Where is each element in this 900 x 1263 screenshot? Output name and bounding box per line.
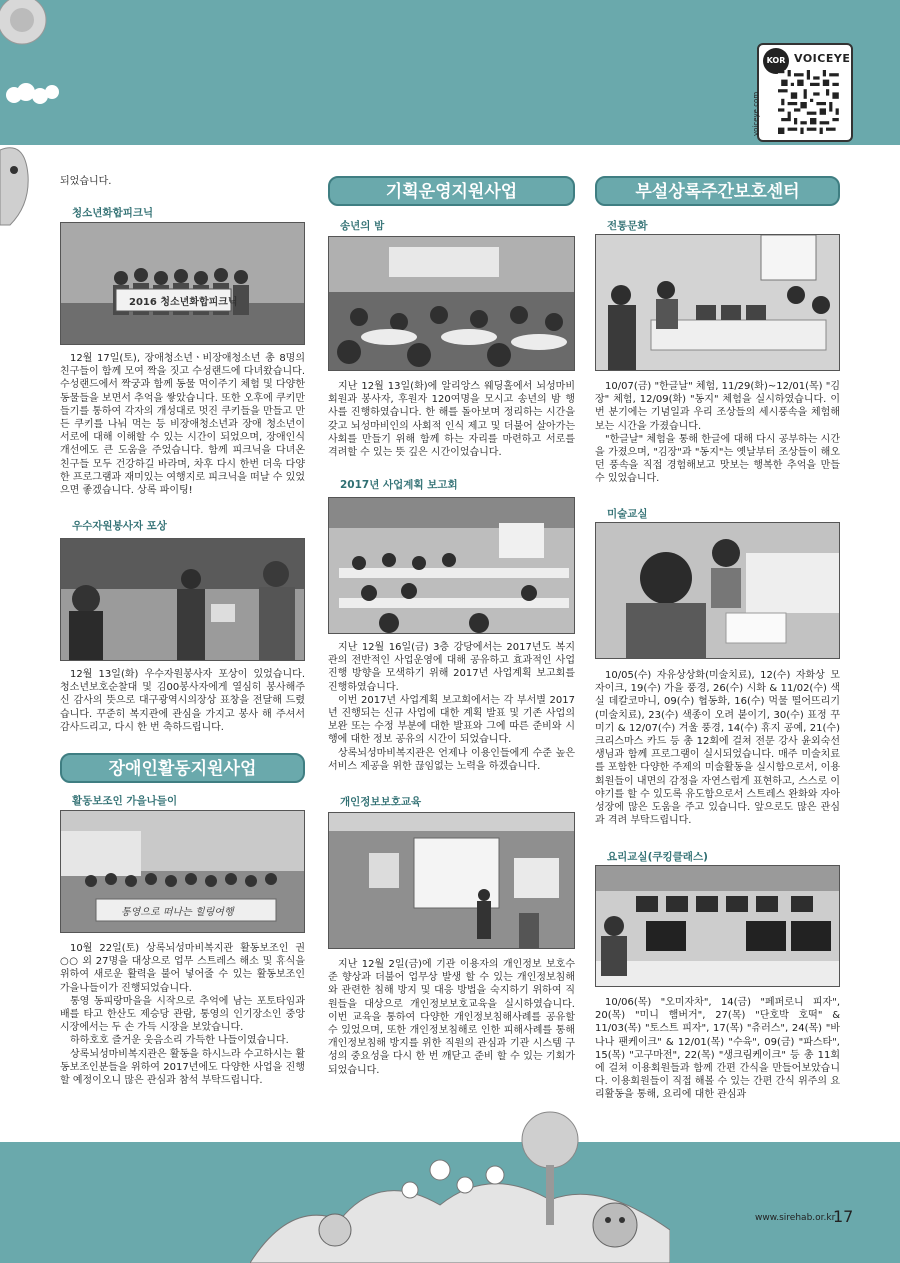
photo-art-class	[595, 522, 840, 659]
body-youth-picnic	[60, 352, 305, 497]
subheading-business-plan: 2017년 사업계획 보고회	[340, 479, 458, 491]
kimchi-photo-icon	[596, 235, 840, 371]
art-photo-icon	[596, 523, 840, 659]
body-cooking-class	[595, 996, 840, 1102]
banner-youth-picnic: 2016 청소년화합피크닉	[129, 297, 238, 308]
paragraph: 통영 동피랑마을을 시작으로 추억에 남는 포토타임과 배를 타고 한산도 제승당 관람, 통영의 인기장소인 중앙시장에서는 두 손 가득 시장을 보았습니다.	[60, 995, 305, 1034]
body-autumn-outing	[60, 942, 305, 1087]
photo-volunteer-award	[60, 538, 305, 661]
paragraph: 상록뇌성마비복지관은 활동을 하시느라 수고하시는 활동보조인분들을 위하여 2017년에도 다양한 사업을 진행할 예정이오니 많은 관심과 참석 부탁드립니다.	[60, 1048, 305, 1087]
paragraph: 상록뇌성마비복지관은 언제나 이용인들에게 수준 높은 서비스 제공을 위한 끊임없는 노력을 하겠습니다.	[328, 747, 575, 772]
computer-room-photo-icon	[596, 866, 840, 987]
paragraph: 지난 12월 16일(금) 3층 강당에서는 2017년도 복지관의 전반적인 사업운영에 대해 공유하고 효과적인 사업진행 방향을 모색하기 위해 2017년 사업계획 보고회를 진행하였습니다.	[328, 642, 575, 693]
subheading-volunteer-award: 우수자원봉사자 포상	[72, 520, 167, 532]
paragraph: 12월 13일(화) 우수자원봉사자 포상이 있었습니다. 청소년보호순찰대 및 김00봉사자에게 열심히 봉사해주신 감사의 뜻으로 대구광역시의장상 표창을 전달해 드렸습니다. 꾸준히 복지관에 관심을 가지고 봉사 해 주셔서 감사드리고, 다시 한 번 축하드립니다.	[60, 669, 305, 733]
subheading-traditional-culture: 전통문화	[607, 220, 648, 232]
paragraph: 이번 2017년 사업계획 보고회에서는 각 부서별 2017년 진행되는 신규 사업에 대한 계획 발표 및 기존 사업의 보완 또는 수정 부분에 대한 발표와 그에 따른 준비와 시행에 대한 정보 공유의 시간이 되었습니다.	[328, 694, 575, 746]
voiceye-site: voiceye.com	[752, 91, 760, 136]
subheading-youth-picnic: 청소년화합피크닉	[72, 207, 154, 219]
photo-business-plan	[328, 497, 575, 634]
photo-autumn-outing	[60, 810, 305, 933]
award-photo-icon	[61, 539, 305, 661]
paragraph: 10월 22일(토) 상록뇌성마비복지관 활동보조인 권○○ 외 27명을 대상으로 업무 스트레스 해소 및 휴식을 위하여 새로운 활력을 불어 넣어줄 수 있는 활동보조인 가을나들이가 진행되었습니다.	[60, 943, 305, 994]
photo-cooking-class	[595, 865, 840, 987]
photo-year-end	[328, 236, 575, 371]
body-year-end	[328, 380, 575, 459]
voiceye-kor-badge: KOR	[763, 48, 789, 74]
decorative-garden-icon	[250, 1110, 670, 1263]
body-traditional-culture	[595, 380, 840, 486]
paragraph: 10/07(금) "한글날" 체험, 11/29(화)~12/01(목) "김장" 체험, 12/09(화) "동지" 체험을 실시하였습니다. 이번 분기에는 기념일과 우리 조상들의 세시풍속을 체험해보는 시간을 가졌습니다.	[595, 381, 840, 432]
page-number: 17	[833, 1207, 854, 1226]
banquet-photo-icon	[329, 237, 575, 371]
section-title-planning: 기획운영지원사업	[328, 176, 575, 206]
body-business-plan	[328, 641, 575, 773]
subheading-art-class: 미술교실	[607, 508, 648, 520]
subheading-privacy-education: 개인정보보호교육	[340, 796, 422, 808]
body-privacy-education	[328, 958, 575, 1077]
subheading-cooking-class: 요리교실(쿠킹클래스)	[607, 851, 708, 863]
footer-website: www.sirehab.or.kr	[755, 1213, 836, 1223]
paragraph: 하하호호 즐거운 웃음소리 가득한 나들이였습니다.	[70, 1035, 289, 1047]
voiceye-pattern-icon	[777, 70, 843, 134]
banner-autumn-outing: 통영으로 떠나는 힐링여행	[121, 907, 234, 918]
photo-youth-picnic	[60, 222, 305, 345]
paragraph: 12월 17일(토), 장애청소년ㆍ비장애청소년 총 8명의 친구들이 함께 모여 짝을 짓고 수성랜드에 다녀왔습니다. 수성랜드에서 짝궁과 함께 동물 먹이주기 체험 및 다양한 동물들을 보면서 추억을 쌓았습니다. 또한 오후에 쿠키만들기를 통하여 각자의 개성대로 멋진 쿠키들을 만들고 만든 쿠키를 나눠 먹는 등 비장애청소년과 장애 청소년이 서로에 대해 이해할 수 있는 시간이 되었으며, 장애인식개선에도 큰 도움을 주었습니다. 함께 피크닉을 다녀온 친구들 모두 건강하길 바라며, 차후 다시 한번 더욱 다양한 프로그램과 재미있는 여행지로 피크닉을 떠날 수 있었으면 좋겠습니다. 상록 파이팅!	[60, 353, 305, 497]
subheading-year-end: 송년의 밤	[340, 220, 385, 232]
continued-text: 되었습니다.	[60, 176, 112, 187]
lecture-photo-icon	[329, 813, 575, 949]
voiceye-brand: VOICEYE	[794, 52, 851, 65]
body-art-class	[595, 669, 840, 827]
section-title-disability-support: 장애인활동지원사업	[60, 753, 305, 783]
paragraph: 10/05(수) 자유상상화(미술치료), 12(수) 자화상 모자이크, 19(수) 가을 풍경, 26(수) 시화 & 11/02(수) 색실 데칼코마니, 09(수) 협동화, 16(수) 먹물 떨어뜨리기(미술치료), 23(수) 색종이 오려 붙이기, 30(수) 표정 꾸미기 & 12/07(수) 겨울 풍경, 14(수) 휴지 공예, 21(수) 크리스마스 카드 등 총 12회에 걸쳐 전문 강사 윤외숙선생님과 함께 프로그램이 실시되었습니다. 매주 미술치료를 포함한 다양한 주제의 미술활동을 실시함으로서, 이용회원들이 내면의 감정을 자연스럽게 표현하고, 스스로 이야기를 할 수 있도록 유도함으로서 스트레스 완화와 자아 성장에 많은 도움을 주고 있습니다. 앞으로도 많은 관심과 격려 부탁드립니다.	[595, 670, 840, 827]
paragraph: 지난 12월 13일(화)에 알리앙스 웨딩홀에서 뇌성마비 회원과 봉사자, 후원자 120여명을 모시고 송년의 밤 행사를 진행하였습니다. 한 해를 돌아보며 정리하는 시간을 갖고 뇌성마비인의 사회적 인식 제고 및 더불어 살아가는 사회를 만들기 위해 함께 하는 자리를 마련하고 서로를 격려할 수 있는 뜻 깊은 시간이었습니다.	[328, 381, 575, 459]
photo-privacy-education	[328, 812, 575, 949]
paragraph: "한글날" 체험을 통해 한글에 대해 다시 공부하는 시간을 가졌으며, "김장"과 "동지"는 옛날부터 조상들이 해오던 풍속을 직접 경험해보고 맛보는 행복한 추억을 만들 수 있었습니다.	[595, 433, 840, 485]
decorative-flower-icon	[0, 0, 70, 230]
photo-traditional-culture	[595, 234, 840, 371]
meeting-photo-icon	[329, 498, 575, 634]
paragraph: 지난 12월 2일(금)에 기관 이용자의 개인정보 보호수준 향상과 더불어 업무상 발생 할 수 있는 개인정보침해와 관련한 침해 방지 및 대응 방법을 숙지하기 위하여 직원들을 대상으로 개인정보보호교육을 실시하였습니다. 이번 교육을 통하여 다양한 개인정보침해사례를 공유할 수 있었으며, 또한 개인정보침해로 인한 피해사례를 통해 개인정보침해 방지를 위한 직원의 관심과 기관 시스템 구성의 중요성을 다시 한 번 깨닫고 준비 할 수 있는 기회가 되었습니다.	[328, 959, 575, 1076]
body-volunteer-award	[60, 668, 305, 734]
subheading-autumn-outing: 활동보조인 가을나들이	[72, 795, 178, 807]
section-title-daycare-center: 부설상록주간보호센터	[595, 176, 840, 206]
paragraph: 10/06(목) "오미자차", 14(금) "페퍼로니 피자", 20(목) "미니 햄버거", 27(목) "단호박 호떡" & 11/03(목) "토스트 피자", 17(목) "츄러스", 24(목) "바나나 팬케이크" & 12/01(목) "수육", 09(금) "파스타", 15(목) "고구마전", 22(목) "생크림케이크" 등 총 11회에 걸쳐 이용회원들과 함께 간편 간식을 만들어보았습니다. 이용회원들이 직접 해볼 수 있는 간편 간식 위주의 요리활동을 통해, 요리에 대한 관심과	[595, 997, 840, 1101]
group-photo-icon	[61, 223, 305, 345]
